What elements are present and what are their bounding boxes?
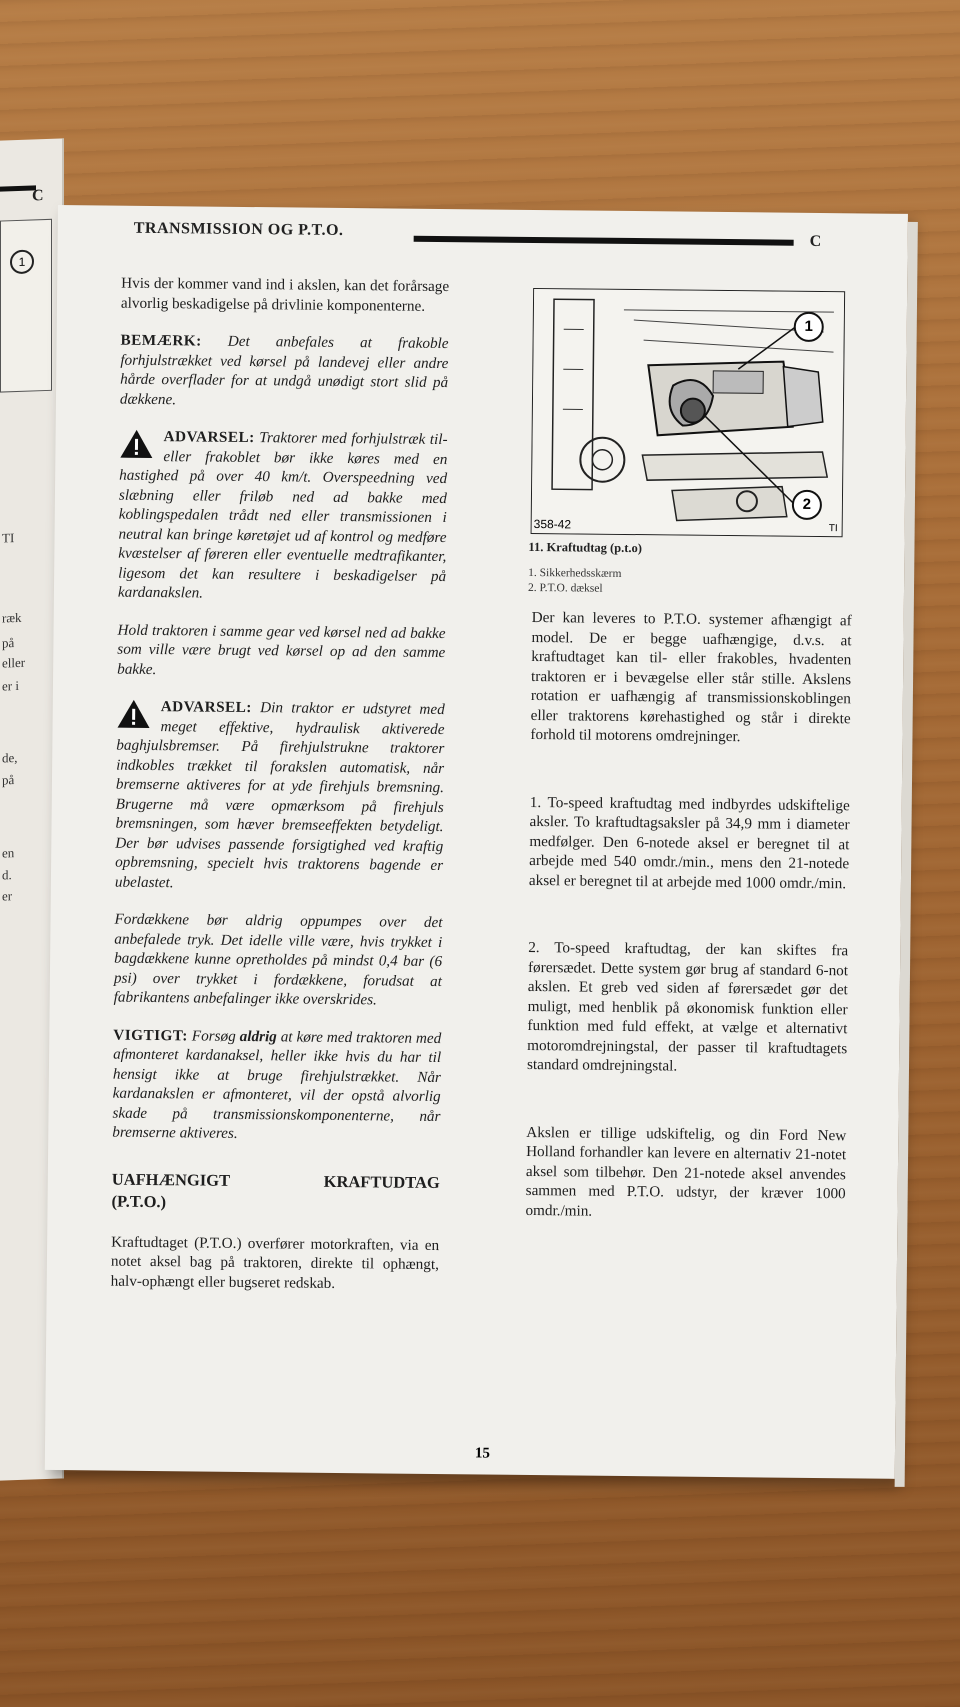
warning-label: ADVARSEL: — [160, 698, 252, 717]
important-paragraph — [112, 1025, 441, 1145]
important-label: VIGTIGT: — [113, 1026, 189, 1044]
left-fragment: d. — [2, 867, 12, 883]
left-fragment: de, — [2, 749, 18, 766]
callout-2: 2 — [792, 490, 822, 520]
tyre-paragraph: Fordækkene bør aldrig oppumpes over det anbefalede tryk. Det idelle ville være, hvis trykket i bagdækkene kunne opretholdes på mindst 0,4 bar (6 psi) over trykket i fordækkene, forudsat at fabrikantens anbefalinger ikke overskrides. — [113, 910, 443, 1009]
important-post: at køre med traktoren med afmonteret kardanaksel, heller ikke hvis du har til hensigt ikke at bruge firehjulstrækket. Når kardanakslen er afmonteret, vil der opstå alvorlig skade på transmissionskomponenterne, når bremserne aktiveres. — [112, 1027, 442, 1142]
manual-page — [45, 205, 908, 1479]
warning-text: Traktorer med forhjulstræk til- eller frakoblet bør ikke køres med en hastighed på over 40 km/t. Overspeedning ved slæbning eller friløb ned ad bakke med koblingspedalen trådt ned eller transmissionen i neutral kan bringe køretøjet ud af kontrol og medføre kvæstelser af føreren eller eventuelle medtrafikanter, ligesom det kan resultere i beskadigelser på kardanakslen. — [117, 429, 448, 602]
left-fragment: en — [2, 845, 15, 861]
important-emphasis: aldrig — [239, 1027, 277, 1045]
important-pre: Forsøg — [191, 1026, 236, 1045]
section-heading — [111, 1168, 439, 1215]
warning-text: Din traktor er udstyret med meget effektive, hydraulisk aktiverede baghjulsbremser. På firehjulstrukne traktorer indkobles trækket til forakslen automatisk, når bremserne aktiveres for at yde firehjuls bremsning. Brugerne må være opmærksom på firehjuls bremsningen, som hæver bremseeffekten betydeligt. Der bør udvises passende forsigtighed ved kraftig opbremsning, specielt hvis traktorens bagende er ubelastet. — [114, 699, 445, 891]
left-fragment: TI — [2, 530, 15, 546]
figure-ti: TI — [828, 523, 838, 535]
note-text: Det anbefales at frakoble forhjulstrækket ved kørsel på landevej eller andre hårde overflader for at undgå unødigt stort slid på dækkene. — [119, 332, 449, 408]
section-heading-word3: (P.T.O.) — [111, 1191, 167, 1211]
left-diagram-callout: 1 — [10, 249, 34, 274]
left-fragment: ræk — [2, 609, 22, 626]
intro-paragraph: Hvis der kommer vand ind i akslen, kan det forårsage alvorlig beskadigelse på drivlinie komponenterne. — [120, 274, 450, 315]
two-speed-option-1: 1. To-speed kraftudtag med indbyrdes udskiftelige aksler. To kraftudtagsaksler på 34,9 mm i diameter medfølger. Den 6-notede aksel er beregnet til at arbejde med 540 omdr./min., mens den 21-notede aksel er beregnet til at arbejde med 1000 omdr./min. — [528, 793, 850, 892]
warning-icon — [117, 699, 151, 729]
pto-figure — [531, 288, 846, 537]
section-heading-word1: UAFHÆNGIGT — [111, 1169, 231, 1190]
page-number: 15 — [474, 1445, 491, 1462]
left-section-letter: C — [32, 187, 44, 205]
left-column — [110, 274, 449, 1312]
right-column — [525, 608, 852, 1241]
two-speed-option-2: 2. To-speed kraftudtag, der kan skiftes fra førersædet. Dette system gør brug af standard 6-not akslen. Et greb ved siden af førersædet gør det muligt, med henblik på økonomisk funktion eller funktion med fuld effekt, at vælge et alternativt motoromdrejningstal, der passer til kraftudtagets standard omdrejningstal. — [526, 938, 849, 1075]
left-fragment: er i — [2, 677, 19, 694]
figure-caption: 11. Kraftudtag (p.t.o) — [528, 539, 643, 556]
warning-paragraph — [115, 697, 445, 895]
callout-1: 1 — [794, 312, 824, 342]
left-diagram — [0, 219, 52, 393]
header-rule — [414, 236, 794, 246]
warning-paragraph — [118, 427, 448, 606]
page-title: TRANSMISSION OG P.T.O. — [133, 219, 344, 239]
figure-legend — [528, 566, 622, 597]
note-label: BEMÆRK: — [120, 331, 202, 350]
note-paragraph — [120, 331, 449, 412]
section-letter: C — [809, 232, 822, 250]
section-paragraph: Kraftudtaget (P.T.O.) overfører motorkraften, via en notet aksel bag på traktoren, direkte til ophængt, halv-ophængt eller bugseret redskab. — [110, 1233, 440, 1292]
legend-item: 2. P.T.O. dæksel — [527, 581, 603, 595]
left-fragment: er — [2, 888, 13, 904]
gear-paragraph: Hold traktoren i samme gear ved kørsel ned ad bakke som ville være brugt ved kørsel op ad den samme bakke. — [117, 621, 446, 678]
warning-label: ADVARSEL: — [163, 428, 255, 447]
shaft-accessory-paragraph: Akslen er tillige udskiftelig, og din Ford New Holland forhandler kan levere en alternativ 21-notet aksel som tilbehør. Den 21-notede aksel anvendes sammen med P.T.O. udstyr, der kræver 1000 omdr./min. — [525, 1123, 847, 1220]
left-header-rule — [0, 185, 36, 191]
left-fragment: på — [2, 772, 15, 788]
section-heading-word2: KRAFTUDTAG — [323, 1171, 440, 1192]
warning-icon — [119, 429, 153, 459]
pto-systems-paragraph: Der kan leveres to P.T.O. systemer afhængigt af model. De er begge uafhængige, d.v.s. at kraftudtaget kan til- eller frakobles, hvadenten traktoren er i bevægelse eller står stille. Akslens rotation er uafhængig af transmissionskoblingen eller traktorens kørehastighed og står i direkte forhold til motorens omdrejninger. — [530, 608, 852, 746]
left-fragment: eller — [2, 654, 26, 671]
legend-item: 1. Sikkerhedsskærm — [528, 566, 622, 580]
figure-code: 358-42 — [533, 516, 572, 532]
left-fragment: på — [2, 635, 15, 651]
